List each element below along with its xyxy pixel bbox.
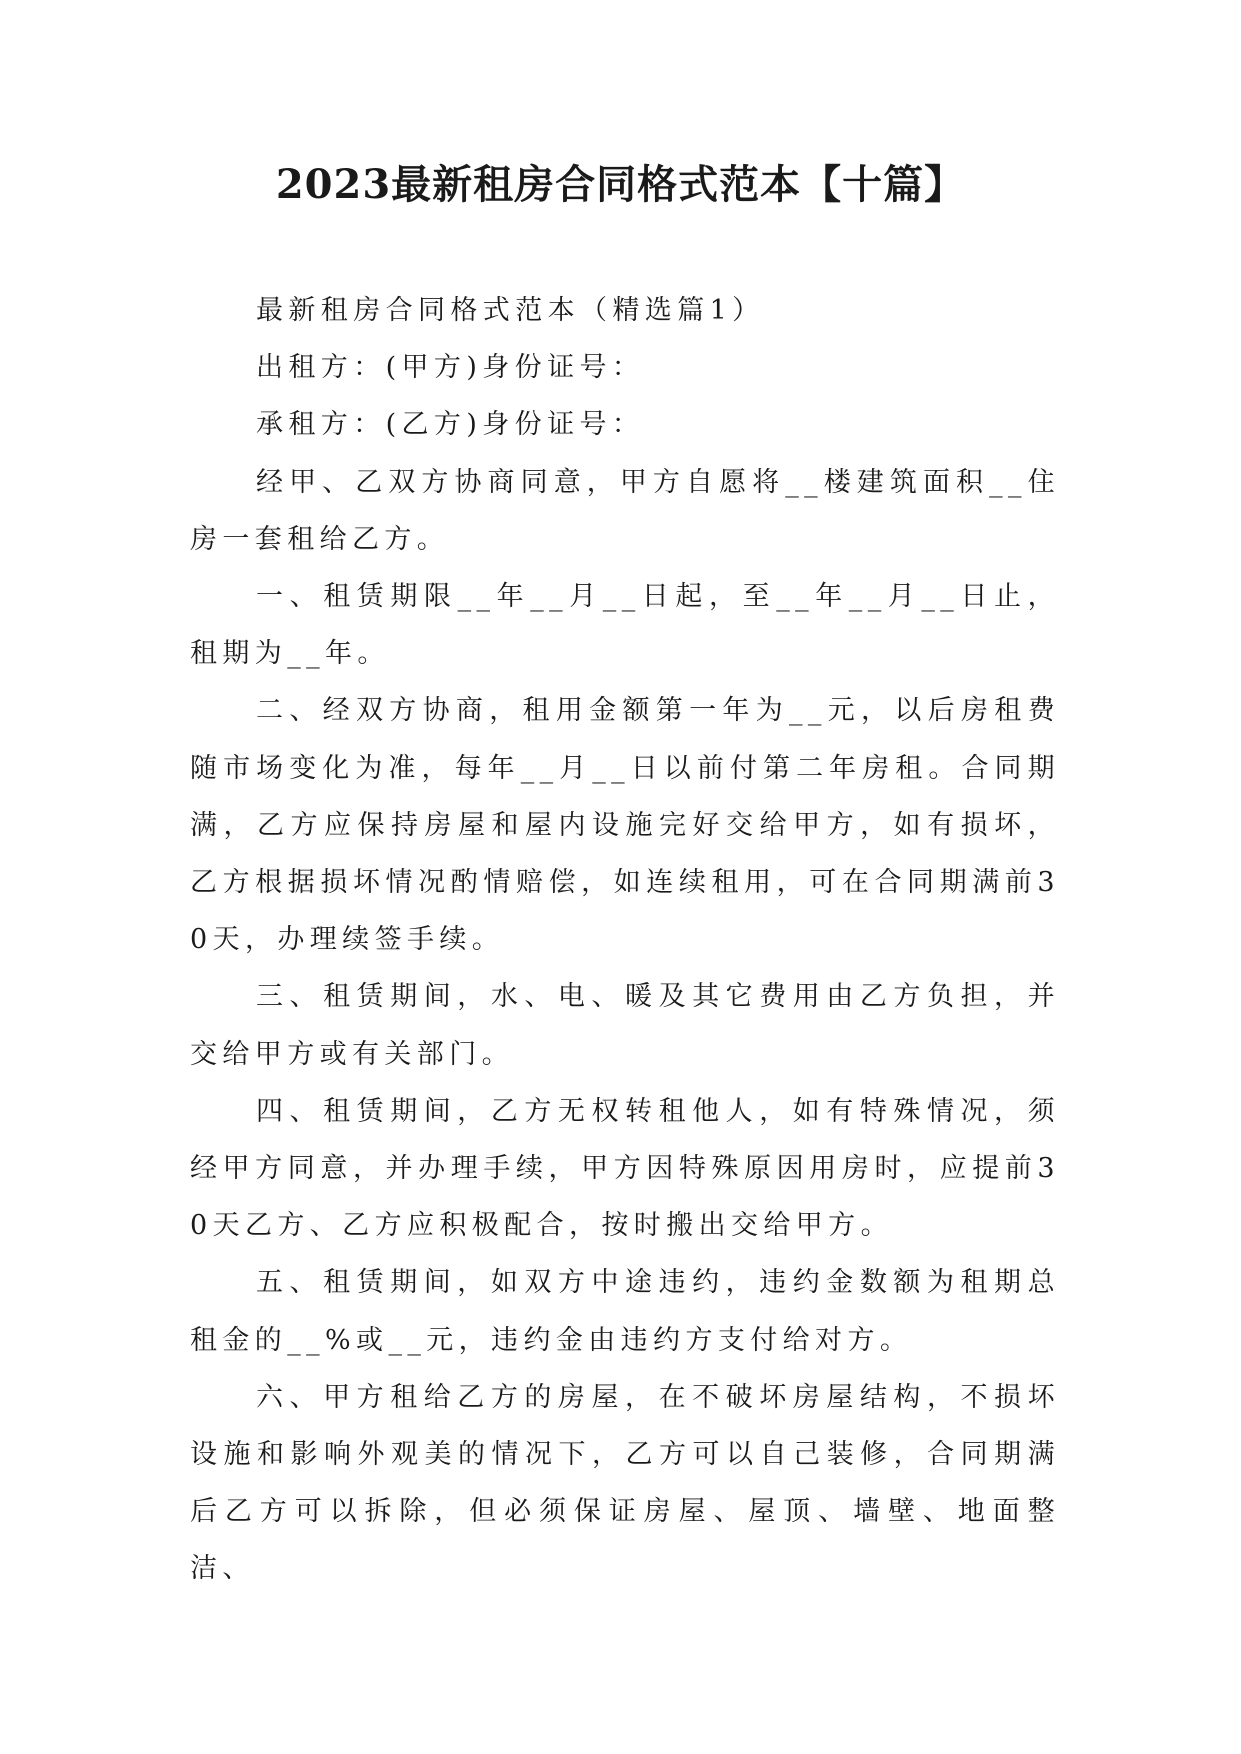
paragraph-clause-4: 四、租赁期间，乙方无权转租他人，如有特殊情况，须经甲方同意，并办理手续，甲方因特殊原因用房时，应提前30天乙方、乙方应积极配合，按时搬出交给甲方。 [190, 1095, 1060, 1242]
paragraph-lessee: 承租方：(乙方)身份证号： [256, 409, 645, 441]
paragraph-agreement: 经甲、乙双方协商同意，甲方自愿将__楼建筑面积__住房一套租给乙方。 [190, 466, 1060, 555]
paragraph-clause-2: 二、经双方协商，租用金额第一年为__元，以后房租费随市场变化为准，每年__月__日以前付第二年房租。合同期满，乙方应保持房屋和屋内设施完好交给甲方，如有损坏，乙方根据损坏情况酌情赔偿，如连续租用，可在合同期满前30天，办理续签手续。 [190, 695, 1060, 956]
paragraph-clause-5: 五、租赁期间，如双方中途违约，违约金数额为租期总租金的__%或__元，违约金由违约方支付给对方。 [190, 1267, 1060, 1356]
paragraph-section-heading: 最新租房合同格式范本（精选篇1） [256, 295, 765, 326]
paragraph-lessor: 出租方：(甲方)身份证号： [256, 352, 645, 384]
document-title: 2023最新租房合同格式范本【十篇】 [275, 161, 966, 208]
document-body [190, 282, 1060, 1598]
paragraph-clause-3: 三、租赁期间，水、电、暖及其它费用由乙方负担，并交给甲方或有关部门。 [190, 981, 1060, 1070]
paragraph-clause-6: 六、甲方租给乙方的房屋，在不破坏房屋结构，不损坏设施和影响外观美的情况下，乙方可以自己装修，合同期满后乙方可以拆除，但必须保证房屋、屋顶、墙壁、地面整洁、 [190, 1381, 1060, 1585]
paragraph-clause-1: 一、租赁期限__年__月__日起，至__年__月__日止，租期为__年。 [190, 581, 1060, 670]
